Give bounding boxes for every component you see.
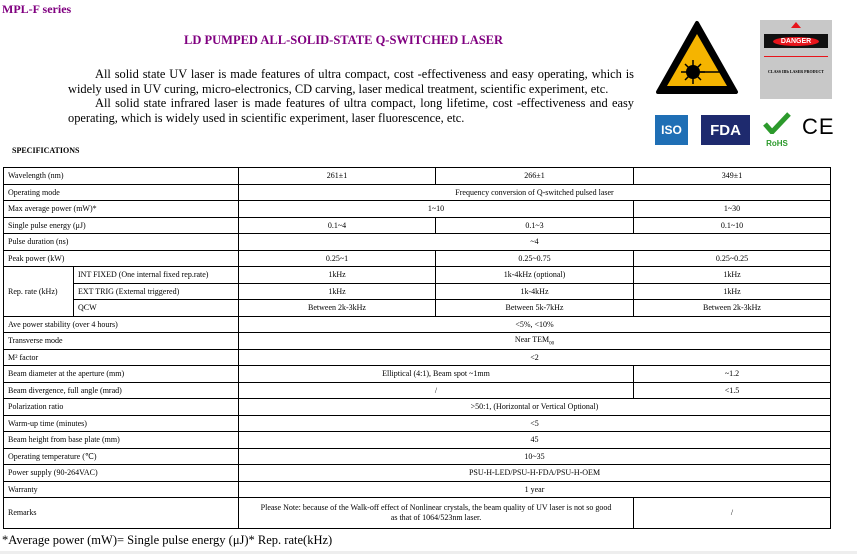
- row-label: Beam height from base plate (mm): [4, 432, 239, 449]
- table-row: [4, 399, 831, 416]
- table-row: [4, 382, 831, 399]
- value-cell: 266±1: [436, 168, 634, 185]
- value-cell: 45: [239, 432, 831, 449]
- value-cell: PSU-H-LED/PSU-H-FDA/PSU-H-OEM: [239, 465, 831, 482]
- table-row: [4, 448, 831, 465]
- page-title: LD PUMPED ALL-SOLID-STATE Q-SWITCHED LASER: [184, 33, 504, 47]
- row-label: Beam divergence, full angle (mrad): [4, 382, 239, 399]
- value-cell: 1k-4kHz: [436, 283, 634, 300]
- row-label: M² factor: [4, 349, 239, 366]
- table-row: [4, 366, 831, 383]
- value-cell: 1 year: [239, 481, 831, 498]
- table-row: [4, 234, 831, 251]
- row-label: Operating mode: [4, 184, 239, 201]
- checkmark-icon: [762, 112, 792, 134]
- value-cell: 1kHz: [239, 283, 436, 300]
- description-ir: All solid state infrared laser is made features of ultra compact, long lifetime, cost -effectiveness and easy operating, which is widely used in scientific experiment, laser fluorescence, etc.: [68, 96, 634, 125]
- value-cell: 1kHz: [634, 283, 831, 300]
- value-cell: ~1.2: [634, 366, 831, 383]
- table-row: [4, 349, 831, 366]
- value-cell: <2: [239, 349, 831, 366]
- series-label: MPL-F series: [2, 2, 72, 16]
- description: [68, 67, 634, 125]
- value-cell: 0.25~0.25: [634, 250, 831, 267]
- value-cell: 0.25~0.75: [436, 250, 634, 267]
- table-row: [4, 333, 831, 350]
- value-cell: 1~30: [634, 201, 831, 218]
- value-cell: 10~35: [239, 448, 831, 465]
- row-label: Beam diameter at the aperture (mm): [4, 366, 239, 383]
- row-label: Warm-up time (minutes): [4, 415, 239, 432]
- table-row: [4, 316, 831, 333]
- rohs-logo: RoHS: [762, 112, 792, 146]
- value-cell: 0.1~10: [634, 217, 831, 234]
- footnote: *Average power (mW)= Single pulse energy (μJ)* Rep. rate(kHz): [2, 533, 333, 547]
- specifications-heading: SPECIFICATIONS: [12, 146, 80, 155]
- row-label: Remarks: [4, 498, 239, 529]
- table-row: [4, 168, 831, 185]
- row-label: Wavelength (nm): [4, 168, 239, 185]
- row-sublabel: QCW: [74, 300, 239, 317]
- value-cell: /: [634, 498, 831, 529]
- value-cell: <5: [239, 415, 831, 432]
- value-cell: 0.25~1: [239, 250, 436, 267]
- table-row: [4, 498, 831, 529]
- table-row: [4, 201, 831, 218]
- value-cell: 0.1~3: [436, 217, 634, 234]
- table-row: [4, 432, 831, 449]
- fda-logo: FDA: [701, 115, 750, 145]
- value-cell: Between 5k-7kHz: [436, 300, 634, 317]
- specifications-table: [3, 167, 831, 529]
- row-label: Operating temperature (℃): [4, 448, 239, 465]
- row-sublabel: EXT TRIG (External triggered): [74, 283, 239, 300]
- value-cell: 349±1: [634, 168, 831, 185]
- row-label: Max average power (mW)*: [4, 201, 239, 218]
- ce-logo: CE: [802, 114, 835, 139]
- value-cell: /: [239, 382, 634, 399]
- table-row: [4, 481, 831, 498]
- value-cell: 1~10: [239, 201, 634, 218]
- value-cell: Elliptical (4:1), Beam spot ~1mm: [239, 366, 634, 383]
- row-label: Warranty: [4, 481, 239, 498]
- table-row: [4, 415, 831, 432]
- table-row: [4, 465, 831, 482]
- row-label: Single pulse energy (μJ): [4, 217, 239, 234]
- value-cell: 0.1~4: [239, 217, 436, 234]
- row-label: Ave power stability (over 4 hours): [4, 316, 239, 333]
- value-cell: 1k-4kHz (optional): [436, 267, 634, 284]
- table-row: [4, 217, 831, 234]
- table-row: [4, 300, 831, 317]
- laser-warning-icon: [655, 20, 739, 96]
- value-cell: Near $TEM_{00}$: [239, 333, 831, 350]
- value-cell: Frequency conversion of Q-switched pulsed laser: [239, 184, 831, 201]
- value-cell: ~4: [239, 234, 831, 251]
- value-cell: 1kHz: [634, 267, 831, 284]
- value-cell: Between 2k-3kHz: [634, 300, 831, 317]
- row-sublabel: INT FIXED (One internal fixed rep.rate): [74, 267, 239, 284]
- description-uv: All solid state UV laser is made features of ultra compact, cost -effectiveness and easy operating, which is widely used in UV curing, micro-electronics, CD carving, laser medical treatment, scientific experiment, etc.: [68, 67, 634, 96]
- value-cell: Please Note: because of the Walk-off effect of Nonlinear crystals, the beam quality of UV laser is not so good as that of 1064/523nm laser.: [239, 498, 634, 529]
- table-row: [4, 184, 831, 201]
- table-row: [4, 250, 831, 267]
- value-cell: <5%, <10%: [239, 316, 831, 333]
- row-label: Rep. rate (kHz): [4, 267, 74, 317]
- table-row: [4, 267, 831, 284]
- iso-logo: ISO: [655, 115, 688, 145]
- value-cell: Between 2k-3kHz: [239, 300, 436, 317]
- row-label: Peak power (kW): [4, 250, 239, 267]
- row-label: Pulse duration (ns): [4, 234, 239, 251]
- table-row: [4, 283, 831, 300]
- value-cell: 261±1: [239, 168, 436, 185]
- row-label: Transverse mode: [4, 333, 239, 350]
- row-label: Power supply (90-264VAC): [4, 465, 239, 482]
- value-cell: 1kHz: [239, 267, 436, 284]
- row-label: Polarization ratio: [4, 399, 239, 416]
- value-cell: <1.5: [634, 382, 831, 399]
- value-cell: >50:1, (Horizontal or Vertical Optional): [239, 399, 831, 416]
- danger-label: DANGER CLASS IIIb LASER PRODUCT: [760, 20, 832, 99]
